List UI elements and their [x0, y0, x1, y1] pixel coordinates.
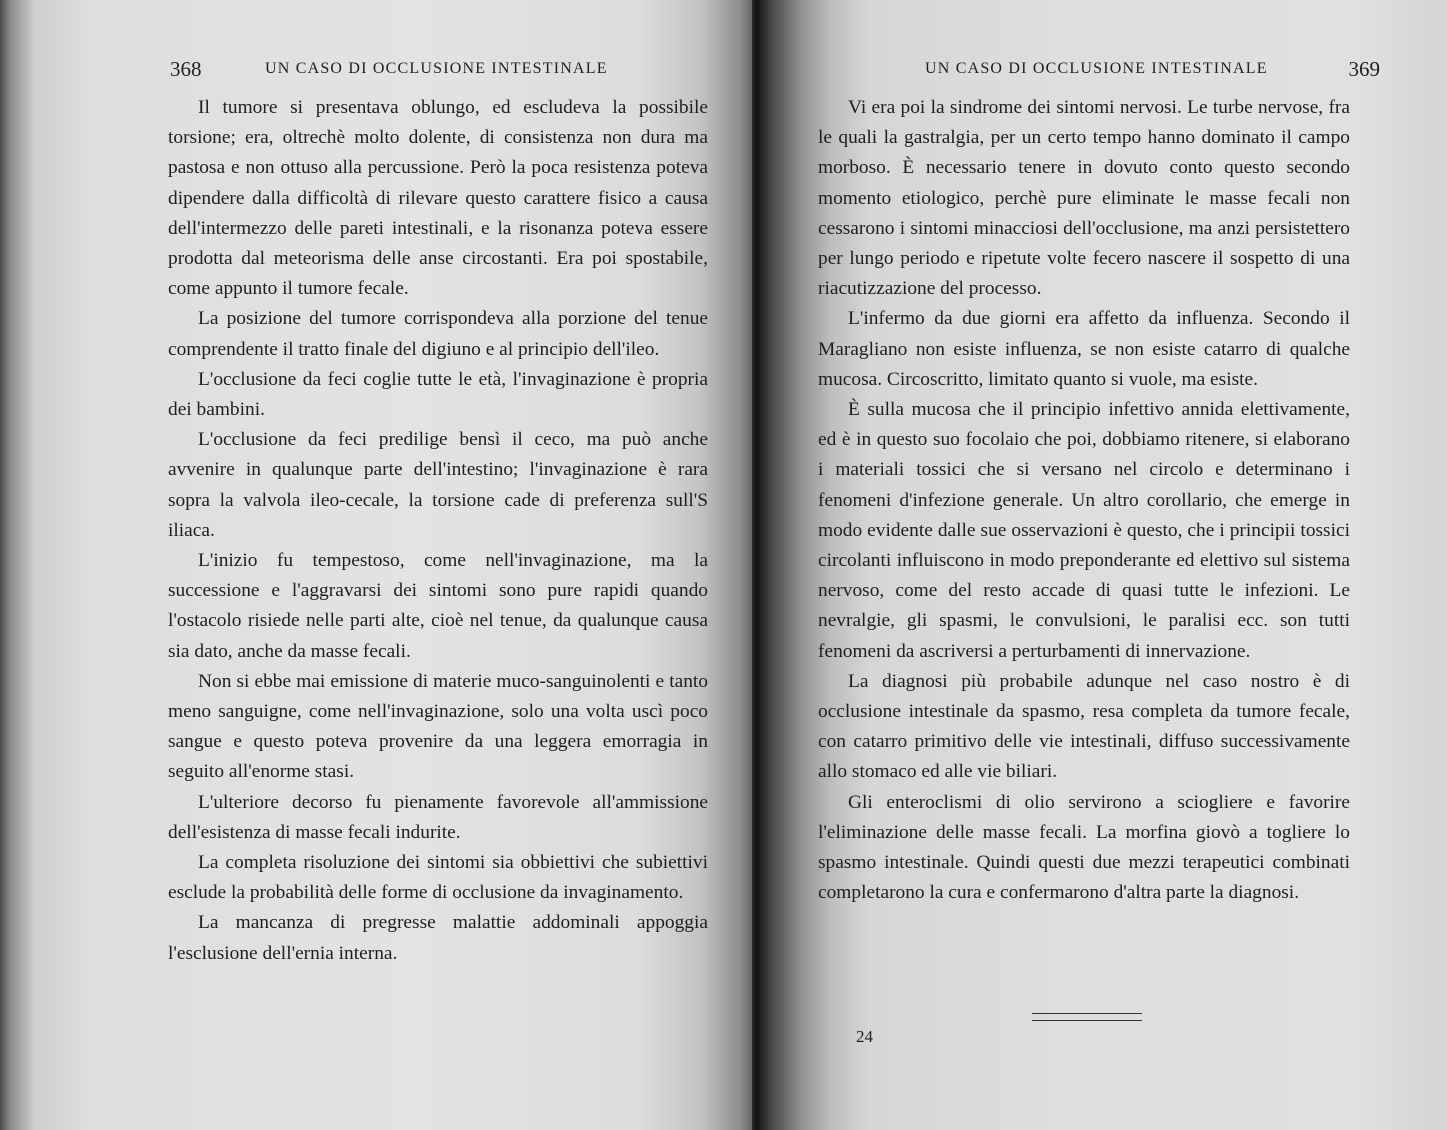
- paragraph: La completa risoluzione dei sintomi sia obbiettivi che subiettivi esclude la probabilità delle forme di occlusione da invaginamento.: [168, 852, 708, 904]
- paragraph: La diagnosi più probabile adunque nel caso nostro è di occlusione intestinale da spasmo, resa completa da tumore fecale, con catarro primitivo delle vie intestinali, diffuso successivamente allo stomaco ed alle vie biliari.: [818, 670, 1350, 783]
- right-page: [760, 0, 1447, 1130]
- paragraph: La posizione del tumore corrispondeva alla porzione del tenue comprendente il tratto finale del digiuno e al principio dell'ileo.: [168, 308, 708, 360]
- paragraph: Gli enteroclismi di olio servirono a sciogliere e favorire l'eliminazione delle masse fecali. La morfina giovò a togliere lo spasmo intestinale. Quindi questi due mezzi terapeutici combinati completarono la cura e confermarono d'altra parte la diagnosi.: [818, 791, 1350, 904]
- right-running-head: [925, 55, 1380, 83]
- right-page-number: 369: [1348, 57, 1380, 81]
- paragraph: L'occlusione da feci coglie tutte le età, l'invaginazione è propria dei bambini.: [168, 368, 708, 421]
- left-text-block: [168, 93, 708, 969]
- book-gutter: [752, 0, 762, 1130]
- paragraph: Il tumore si presentava oblungo, ed escludeva la possibile torsione; era, oltrechè molto dolente, di consistenza non dura ma pastosa e non ottuso alla percussione. Però la poca resistenza poteva dipendere dalla difficoltà di rilevare questo carattere fisico a causa dell'intermezzo delle pareti intestinali, e la risonanza poteva essere prodotta dal meteorisma delle anse circostanti. Era poi spostabile, come appunto il tumore fecale.: [168, 97, 708, 300]
- paragraph: Non si ebbe mai emissione di materie muco-sanguinolenti e tanto meno sanguigne, come nell'invaginazione, solo una volta uscì poco sangue e questo poteva provenire da una leggera emorragia in seguito all'enorme stasi.: [168, 670, 708, 783]
- paragraph: L'inizio fu tempestoso, come nell'invaginazione, ma la successione e l'aggravarsi dei sintomi sono pure rapidi quando l'ostacolo risiede nelle parti alte, cioè nel tenue, da qualunque causa sia dato, anche da masse fecali.: [168, 550, 708, 662]
- left-page-number: 368: [170, 57, 202, 81]
- right-running-title: UN CASO DI OCCLUSIONE INTESTINALE: [925, 60, 1268, 77]
- paragraph: È sulla mucosa che il principio infettivo annida elettivamente, ed è in questo suo focolaio che poi, dobbiamo ritenere, si elaborano i materiali tossici che si versano nel circolo e determinano i fenomeni d'infezione generale. Un altro corollario, che emerge in modo evidente dalle sue osservazioni è questo, che i principii tossici circolanti influiscono in modo preponderante ed elettivo sul sistema nervoso, come del resto accade di quasi tutte le infezioni. Le nevralgie, gli spasmi, le convulsioni, le paralisi ecc. son tutti fenomeni da ascriversi a perturbamenti di innervazione.: [818, 399, 1350, 662]
- paragraph: L'occlusione da feci predilige bensì il ceco, ma può anche avvenire in qualunque parte dell'intestino; l'invaginazione è rara sopra la valvola ileo-cecale, la torsione cade di preferenza sull'S iliaca.: [168, 429, 708, 541]
- paragraph: L'ulteriore decorso fu pienamente favorevole all'ammissione dell'esistenza di masse fecali indurite.: [168, 791, 708, 843]
- right-text-block: [818, 93, 1350, 908]
- paragraph: La mancanza di pregresse malattie addominali appoggia l'esclusione dell'ernia interna.: [168, 912, 708, 964]
- left-running-head: [170, 55, 710, 83]
- paragraph: Vi era poi la sindrome dei sintomi nervosi. Le turbe nervose, fra le quali la gastralgia, per un certo tempo hanno dominato il campo morboso. È necessario tenere in dovuto conto questo secondo momento etiologico, perchè pure eliminate le masse fecali non cessarono i sintomi minacciosi dell'occlusione, ma anzi persistettero per lungo periodo e ripetute volte fecero nascere il sospetto di una riacutizzazione del processo.: [818, 97, 1350, 300]
- left-running-title: UN CASO DI OCCLUSIONE INTESTINALE: [265, 60, 608, 77]
- paragraph: L'infermo da due giorni era affetto da influenza. Secondo il Maragliano non esiste influenza, se non esiste catarro di qualche mucosa. Circoscritto, limitato quanto si vuole, ma esiste.: [818, 308, 1350, 390]
- signature-mark: 24: [856, 1027, 873, 1046]
- end-rule: [1032, 1013, 1142, 1021]
